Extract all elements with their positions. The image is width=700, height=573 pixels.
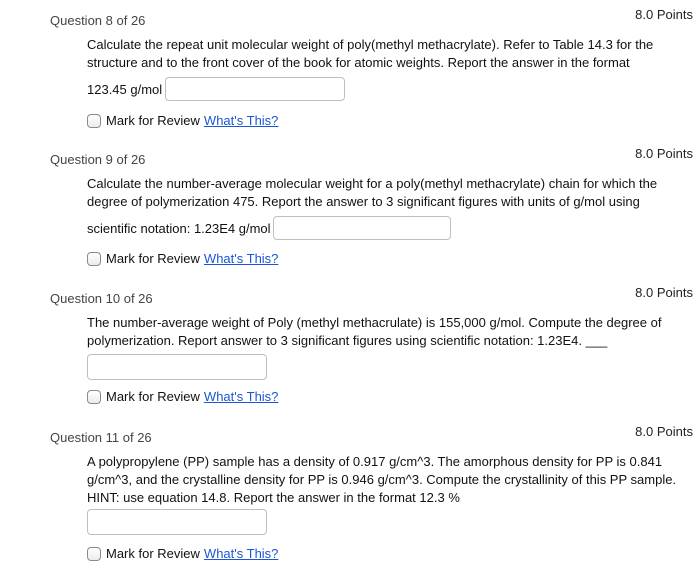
- mark-for-review-checkbox[interactable]: [87, 114, 101, 128]
- question-points: 8.0 Points: [635, 424, 693, 439]
- whats-this-link[interactable]: What's This?: [203, 546, 279, 561]
- mark-for-review: [87, 546, 278, 561]
- mark-for-review-label: Mark for Review: [106, 546, 200, 561]
- question-points: 8.0 Points: [635, 146, 693, 161]
- question-points: 8.0 Points: [635, 285, 693, 300]
- answer-row: [87, 509, 267, 535]
- answer-row: [87, 216, 451, 240]
- mark-for-review-label: Mark for Review: [106, 113, 200, 128]
- mark-for-review-checkbox[interactable]: [87, 547, 101, 561]
- answer-row: [87, 77, 345, 101]
- mark-for-review-checkbox[interactable]: [87, 252, 101, 266]
- question-text: Calculate the number-average molecular weight for a poly(methyl methacrylate) chain for which the degree of polymerization 475. Report the answer to 3 significant figures with units of g/mol using: [87, 176, 658, 209]
- answer-row: [87, 354, 267, 380]
- question-header: Question 10 of 26: [50, 291, 153, 306]
- whats-this-link[interactable]: What's This?: [203, 113, 279, 128]
- question-text: A polypropylene (PP) sample has a density of 0.917 g/cm^3. The amorphous density for PP is 0.841 g/cm^3, and the crystalline density for PP is 0.946 g/cm^3. Compute the crystallinity of this PP sample. HINT: use equation 14.8. Report the answer in the format 12.3 %: [87, 454, 677, 505]
- whats-this-link[interactable]: What's This?: [203, 251, 279, 266]
- whats-this-link[interactable]: What's This?: [203, 389, 279, 404]
- mark-for-review-label: Mark for Review: [106, 389, 200, 404]
- mark-for-review: [87, 251, 278, 266]
- answer-input[interactable]: [87, 509, 267, 535]
- answer-input[interactable]: [165, 77, 345, 101]
- question-header: Question 9 of 26: [50, 152, 146, 167]
- question-header: Question 8 of 26: [50, 13, 146, 28]
- answer-input[interactable]: [87, 354, 267, 380]
- mark-for-review: [87, 113, 278, 128]
- mark-for-review: [87, 389, 278, 404]
- answer-format-label: scientific notation: 1.23E4 g/mol: [87, 220, 271, 236]
- answer-format-label: 123.45 g/mol: [87, 81, 163, 97]
- mark-for-review-label: Mark for Review: [106, 251, 200, 266]
- answer-input[interactable]: [273, 216, 451, 240]
- question-header: Question 11 of 26: [50, 430, 152, 445]
- question-text: The number-average weight of Poly (methyl methacrulate) is 155,000 g/mol. Compute the degree of polymerization. Report answer to 3 significant figures using scientific notation: 1.23E4. ___: [87, 315, 662, 348]
- question-text: Calculate the repeat unit molecular weight of poly(methyl methacrylate). Refer to Table 14.3 for the structure and to the front cover of the book for atomic weights. Report the answer in the format: [87, 37, 654, 70]
- mark-for-review-checkbox[interactable]: [87, 390, 101, 404]
- question-points: 8.0 Points: [635, 7, 693, 22]
